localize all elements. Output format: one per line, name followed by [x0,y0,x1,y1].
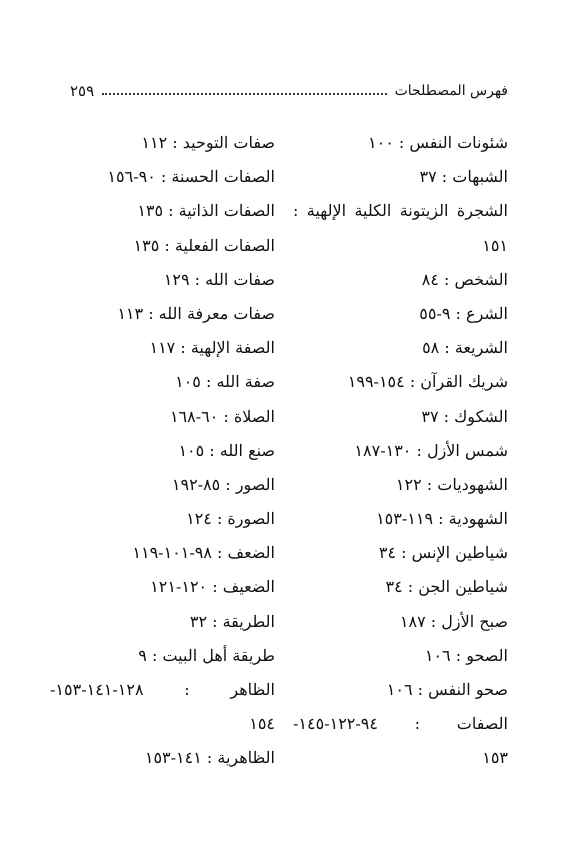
index-entry: شريك القرآن : ١٥٤-١٩٩ [347,372,508,392]
index-entry: الضعف : ٩٨-١٠١-١١٩ [132,543,275,563]
index-entry: الصفات الذاتية : ١٣٥ [137,201,275,221]
index-entry: صفات معرفة الله : ١١٣ [117,303,275,323]
index-entry: طريقة أهل البيت : ٩ [138,645,275,665]
index-entry: الشبهات : ٣٧ [419,167,508,187]
index-column-right [293,126,508,776]
index-entry: الصفات الفعلية : ١٣٥ [133,235,275,255]
index-entry: صنع الله : ١٠٥ [178,440,275,460]
index-entry: صفات الله : ١٢٩ [163,269,275,289]
index-entry: الشرع : ٩-٥٥ [419,303,508,323]
index-entry: صحو النفس : ١٠٦ [386,680,508,699]
header-title: فهرس المصطلحات [394,83,508,99]
index-entry: الشجرة الزيتونة الكلية الإلهية : [293,201,508,221]
index-entry: الصحو : ١٠٦ [424,645,508,665]
index-entry: شئونات النفس : ١٠٠ [368,133,508,152]
index-entry: الضعيف : ١٢٠-١٢١ [150,577,275,597]
index-entry: شمس الأزل : ١٣٠-١٨٧ [354,440,508,460]
index-entry: شياطين الإنس : ٣٤ [378,543,508,563]
index-entry: الظاهرية : ١٤١-١٥٣ [144,748,275,768]
index-entry: صفة الله : ١٠٥ [175,372,275,392]
index-entry-continuation: ١٥٣ [482,748,508,768]
index-column-left [50,126,275,776]
index-entry: الصفات الحسنة : ٩٠-١٥٦ [107,167,275,187]
index-entry-continuation: ١٥٤ [249,714,275,734]
header-dot-leader [102,93,386,95]
index-entry: صفات التوحيد : ١١٢ [141,133,275,152]
index-entry: شياطين الجن : ٣٤ [385,577,508,597]
index-entry: الصفات : ٩٤-١٢٢-١٤٥- [293,714,508,734]
index-entry: الصفة الإلهية : ١١٧ [149,338,275,358]
index-entry: الشكوك : ٣٧ [421,406,508,426]
page-number: ٢٥٩ [70,82,95,100]
index-entry: الطريقة : ٣٢ [189,611,275,631]
index-entry: الصلاة : ٦٠-١٦٨ [169,406,275,426]
running-header [70,80,508,102]
index-entry: الشريعة : ٥٨ [422,338,508,358]
index-entry: الشهوديات : ١٢٢ [395,474,508,494]
index-entry-continuation: ١٥١ [482,235,508,255]
index-entry: الصور : ٨٥-١٩٢ [171,474,275,494]
index-entry: الظاهر : ١٢٨-١٤١-١٥٣- [50,680,275,699]
index-entry: الصورة : ١٢٤ [186,509,275,529]
index-entry: صبح الأزل : ١٨٧ [399,611,508,631]
index-entry: الشخص : ٨٤ [421,269,508,289]
index-entry: الشهودية : ١١٩-١٥٣ [376,509,508,529]
